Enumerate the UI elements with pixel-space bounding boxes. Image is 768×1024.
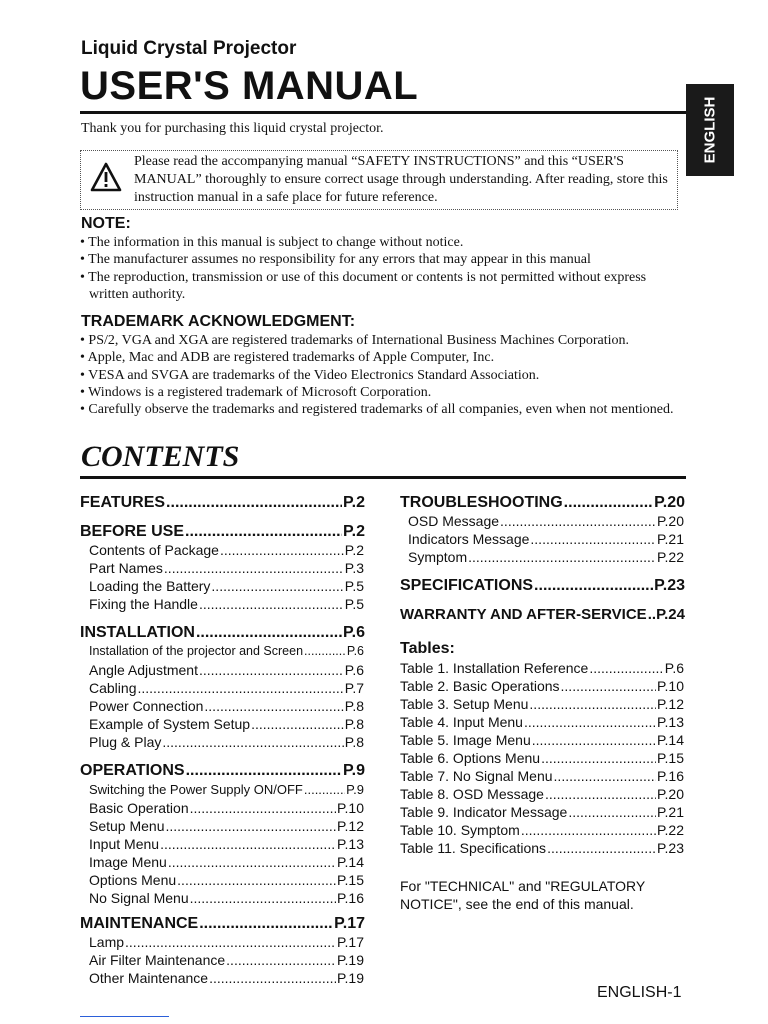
contents-rule <box>80 476 686 479</box>
toc-entry[interactable] <box>400 577 685 595</box>
toc-label: Input Menu <box>89 836 160 852</box>
toc-entry[interactable] <box>80 494 365 512</box>
toc-page: P.14 <box>337 854 364 870</box>
toc-entry[interactable] <box>89 890 364 906</box>
toc-entry[interactable] <box>408 513 684 529</box>
contents-title: CONTENTS <box>81 440 240 473</box>
table-label: Table 11. Specifications <box>400 840 547 856</box>
toc-page: P.24 <box>656 606 685 623</box>
toc-entry[interactable] <box>89 800 364 816</box>
toc-entry[interactable] <box>89 680 364 696</box>
toc-label: Fixing the Handle <box>89 596 198 612</box>
title-rule <box>80 111 686 114</box>
toc-page: P.12 <box>337 818 364 834</box>
note-item: • The manufacturer assumes no responsibility for any errors that may appear in this manual <box>80 252 591 268</box>
trademark-item: • Apple, Mac and ADB are registered trademarks of Apple Computer, Inc. <box>80 350 495 366</box>
toc-page: P.16 <box>337 890 364 906</box>
toc-label: Cabling <box>89 680 137 696</box>
toc-page: P.2 <box>344 542 364 558</box>
toc-page: P.6 <box>343 624 365 641</box>
table-page: P.10 <box>657 678 684 694</box>
table-label: Table 10. Symptom <box>400 822 520 838</box>
toc-entry[interactable] <box>89 698 364 714</box>
table-entry[interactable] <box>400 804 684 820</box>
toc-entry[interactable] <box>80 915 365 933</box>
toc-page: P.15 <box>337 872 364 888</box>
toc-page: P.5 <box>344 578 364 594</box>
language-tab-label: ENGLISH <box>701 96 719 164</box>
toc-page: P.19 <box>337 952 364 968</box>
toc-label: SPECIFICATIONS <box>400 577 534 594</box>
toc-label: Indicators Message <box>408 531 530 547</box>
toc-entry[interactable] <box>89 596 364 612</box>
table-entry[interactable] <box>400 714 684 730</box>
toc-label: Installation of the projector and Screen <box>89 644 304 658</box>
toc-entry[interactable] <box>89 934 364 950</box>
toc-page: P.3 <box>344 560 364 576</box>
toc-label: Options Menu <box>89 872 177 888</box>
toc-label: TROUBLESHOOTING <box>400 494 563 511</box>
table-label: Table 9. Indicator Message <box>400 804 568 820</box>
table-label: Table 1. Installation Reference <box>400 660 589 676</box>
table-page: P.23 <box>657 840 684 856</box>
toc-entry[interactable] <box>400 606 685 623</box>
safety-warning-box <box>80 150 678 210</box>
toc-entry[interactable] <box>408 531 684 547</box>
toc-label: INSTALLATION <box>80 624 195 641</box>
tables-heading: Tables: <box>400 640 455 657</box>
table-page: P.16 <box>657 768 684 784</box>
toc-label: OSD Message <box>408 513 500 529</box>
table-label: Table 2. Basic Operations <box>400 678 560 694</box>
trademark-item: • Carefully observe the trademarks and registered trademarks of all companies, even when not mentioned. <box>80 402 674 418</box>
table-page: P.21 <box>657 804 684 820</box>
table-entry[interactable] <box>400 732 684 748</box>
toc-entry[interactable] <box>89 782 364 797</box>
toc-label: MAINTENANCE <box>80 915 199 932</box>
toc-label: Plug & Play <box>89 734 162 750</box>
toc-page: P.8 <box>344 716 364 732</box>
table-entry[interactable] <box>400 750 684 766</box>
trademark-item: • Windows is a registered trademark of Microsoft Corporation. <box>80 384 432 400</box>
safety-warning-text: Please read the accompanying manual “SAFETY INSTRUCTIONS” and this “USER'S MANUAL” thoroughly to ensure correct usage through understanding. After reading, store this instruction manual in a safe place for future reference. <box>134 154 668 205</box>
toc-page: P.21 <box>657 531 684 547</box>
toc-page: P.19 <box>337 970 364 986</box>
trademark-item: • PS/2, VGA and XGA are registered trademarks of International Business Machines Corporation. <box>80 333 629 348</box>
toc-page: P.13 <box>337 836 364 852</box>
toc-page: P.8 <box>344 734 364 750</box>
table-entry[interactable] <box>400 840 684 856</box>
toc-entry[interactable] <box>89 578 364 594</box>
toc-label: Power Connection <box>89 698 204 714</box>
toc-label: Contents of Package <box>89 542 219 558</box>
toc-label: BEFORE USE <box>80 523 185 540</box>
toc-entry[interactable] <box>89 818 364 834</box>
toc-label: Setup Menu <box>89 818 165 834</box>
toc-page: P.17 <box>334 915 365 932</box>
table-page: P.20 <box>657 786 684 802</box>
toc-label: Switching the Power Supply ON/OFF <box>89 782 303 797</box>
table-label: Table 3. Setup Menu <box>400 696 529 712</box>
note-heading: NOTE: <box>81 215 131 232</box>
table-page: P.6 <box>664 660 684 676</box>
toc-entry[interactable] <box>89 836 364 852</box>
table-label: Table 8. OSD Message <box>400 786 544 802</box>
toc-page: P.6 <box>346 644 364 658</box>
note-list <box>80 234 680 303</box>
toc-label: FEATURES <box>80 494 166 511</box>
toc-entry[interactable] <box>89 560 364 576</box>
toc-entry[interactable] <box>80 624 365 642</box>
toc-entry[interactable] <box>89 542 364 558</box>
table-page: P.14 <box>657 732 684 748</box>
manual-title: USER'S MANUAL <box>80 64 419 108</box>
toc-page: P.2 <box>343 494 365 511</box>
note-item: • The information in this manual is subject to change without notice. <box>80 235 464 250</box>
thanks-text: Thank you for purchasing this liquid crystal projector. <box>81 121 384 136</box>
toc-page: P.20 <box>657 513 684 529</box>
toc-label: Air Filter Maintenance <box>89 952 226 968</box>
warning-triangle-icon <box>90 162 122 192</box>
toc-page: P.10 <box>337 800 364 816</box>
toc-page: P.23 <box>654 577 685 594</box>
table-page: P.15 <box>657 750 684 766</box>
toc-page: P.5 <box>344 596 364 612</box>
toc-page: P.22 <box>657 549 684 565</box>
toc-entry[interactable] <box>89 970 364 986</box>
toc-entry[interactable] <box>89 662 364 678</box>
toc-label: Loading the Battery <box>89 578 211 594</box>
table-label: Table 5. Image Menu <box>400 732 531 748</box>
toc-page: P.8 <box>344 698 364 714</box>
toc-label: Angle Adjustment <box>89 662 198 678</box>
table-page: P.13 <box>657 714 684 730</box>
toc-label: No Signal Menu <box>89 890 189 906</box>
table-entry[interactable] <box>400 786 684 802</box>
toc-page: P.7 <box>344 680 364 696</box>
toc-label: Part Names <box>89 560 163 576</box>
toc-entry[interactable] <box>89 872 364 888</box>
note-item: • The reproduction, transmission or use of this document or contents is not permitted without express written authority. <box>80 269 647 302</box>
table-label: Table 6. Options Menu <box>400 750 541 766</box>
toc-page: P.20 <box>654 494 685 511</box>
toc-label: Symptom <box>408 549 468 565</box>
trademark-item: • VESA and SVGA are trademarks of the Video Electronics Standard Association. <box>80 367 540 383</box>
footer-link-underline <box>80 1016 169 1017</box>
manual-subtitle: Liquid Crystal Projector <box>81 38 297 59</box>
toc-page: P.9 <box>346 782 364 797</box>
table-entry[interactable] <box>400 678 684 694</box>
table-label: Table 7. No Signal Menu <box>400 768 553 784</box>
toc-page: P.2 <box>343 523 365 540</box>
toc-page: P.6 <box>344 662 364 678</box>
toc-label: Lamp <box>89 934 125 950</box>
language-tab <box>686 84 734 176</box>
toc-label: WARRANTY AND AFTER-SERVICE <box>400 606 647 623</box>
table-entry[interactable] <box>400 660 684 676</box>
toc-entry[interactable] <box>408 549 684 565</box>
toc-label: Basic Operation <box>89 800 189 816</box>
table-label: Table 4. Input Menu <box>400 714 523 730</box>
trademark-heading: TRADEMARK ACKNOWLEDGMENT: <box>81 313 356 330</box>
toc-entry[interactable] <box>89 952 364 968</box>
toc-entry[interactable] <box>80 523 365 541</box>
technical-notice-text: For "TECHNICAL" and "REGULATORY NOTICE", see the end of this manual. <box>400 878 645 912</box>
toc-label: OPERATIONS <box>80 762 185 779</box>
toc-label: Example of System Setup <box>89 716 251 732</box>
trademark-list <box>80 332 680 418</box>
table-entry[interactable] <box>400 696 684 712</box>
table-entry[interactable] <box>400 768 684 784</box>
toc-entry[interactable] <box>89 854 364 870</box>
toc-entry[interactable] <box>89 716 364 732</box>
page-number: ENGLISH-1 <box>597 984 682 1001</box>
toc-label: Image Menu <box>89 854 167 870</box>
toc-entry[interactable] <box>400 494 685 512</box>
toc-entry[interactable] <box>89 734 364 750</box>
toc-label: Other Maintenance <box>89 970 209 986</box>
table-page: P.12 <box>657 696 684 712</box>
toc-entry[interactable] <box>89 644 364 658</box>
toc-entry[interactable] <box>80 762 365 780</box>
table-page: P.22 <box>657 822 684 838</box>
toc-page: P.9 <box>343 762 365 779</box>
table-entry[interactable] <box>400 822 684 838</box>
toc-page: P.17 <box>337 934 364 950</box>
